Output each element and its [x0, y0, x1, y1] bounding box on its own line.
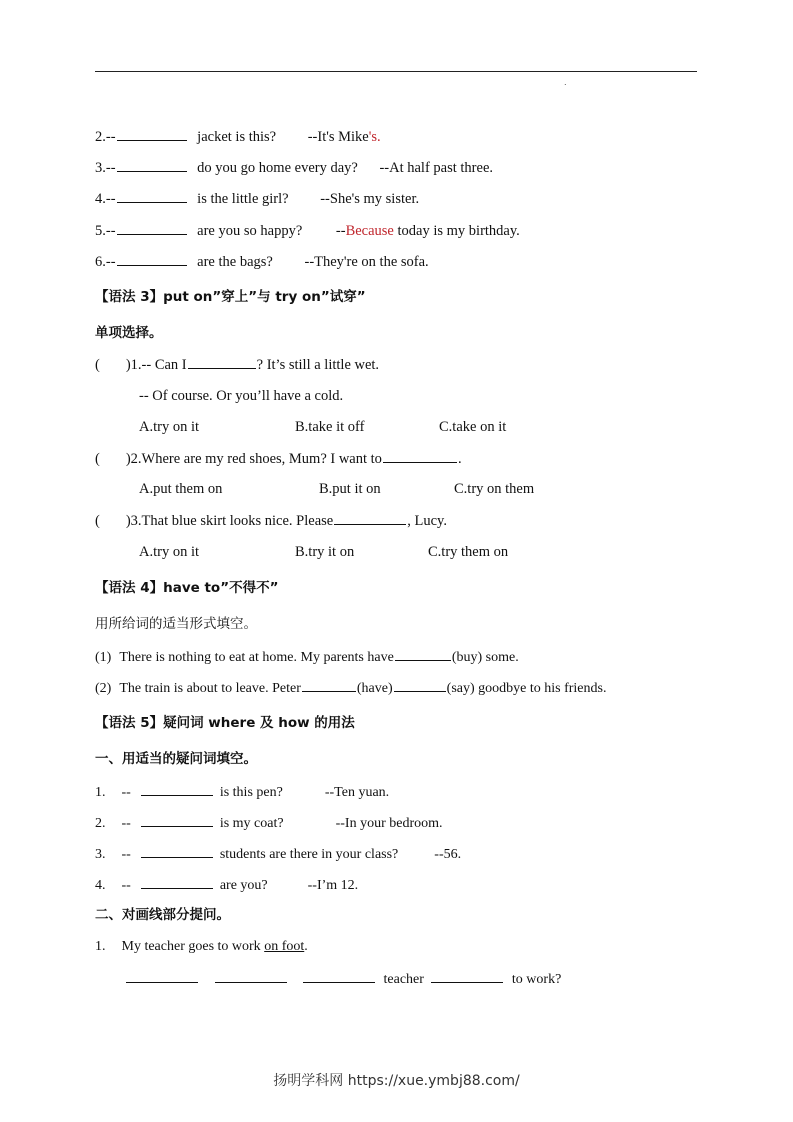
option-c[interactable]: C.try on them: [454, 481, 535, 497]
grammar5-part2: 二、对画线部分提问。: [95, 907, 230, 923]
grammar3-instruction: 单项选择。: [95, 325, 163, 341]
mc-question-2-options: [139, 480, 534, 498]
question-3: 3.-- do you go home every day? --At half past three.: [95, 160, 494, 176]
grammar3-heading: 【语法 3】put on”穿上”与 try on”试穿”: [95, 289, 366, 305]
mc-question-1-line2: -- Of course. Or you’ll have a cold.: [139, 388, 344, 404]
rewrite-question-1: 1. My teacher goes to work on foot.: [95, 939, 308, 954]
answer-blank[interactable]: [383, 449, 457, 463]
wh-question-4: 4. -- are you? --I’m 12.: [95, 875, 358, 895]
answer-blank[interactable]: [141, 782, 213, 796]
question-4: 4.-- is the little girl? --She's my sister.: [95, 191, 420, 207]
grammar5-heading: 【语法 5】疑问词 where 及 how 的用法: [95, 715, 355, 731]
mc-question-3: ( )3.That blue skirt looks nice. Please , Lucy.: [95, 513, 447, 529]
answer-blank[interactable]: [215, 969, 287, 983]
grammar4-instruction: 用所给词的适当形式填空。: [95, 616, 257, 632]
answer-blank[interactable]: [141, 844, 213, 858]
option-a[interactable]: A.try on it: [139, 419, 200, 435]
header-dot: .: [564, 78, 567, 87]
rewrite-answer-line: teacher to work?: [125, 969, 561, 989]
answer-blank[interactable]: [431, 969, 503, 983]
answer-blank[interactable]: [141, 875, 213, 889]
question-5: 5.-- are you so happy? --Because today is my birthday.: [95, 223, 520, 239]
mc-question-3-options: [139, 543, 508, 561]
answer-blank[interactable]: [117, 189, 187, 203]
wh-question-3: 3. -- students are there in your class? --56.: [95, 844, 461, 864]
question-2: 2.-- jacket is this? --It's Mike's.: [95, 129, 381, 145]
mc-question-1-options: [139, 418, 506, 436]
answer-blank[interactable]: [334, 511, 406, 525]
answer-blank[interactable]: [141, 813, 213, 827]
underlined-phrase: on foot: [264, 939, 305, 954]
mc-question-1: ( )1.-- Can I ? It’s still a little wet.: [95, 357, 380, 373]
option-b[interactable]: B.put it on: [319, 481, 381, 497]
option-c[interactable]: C.take on it: [439, 419, 507, 435]
grammar4-heading: 【语法 4】have to”不得不”: [95, 580, 279, 596]
fill-question-2: (2) The train is about to leave. Peter (have) (say) goodbye to his friends.: [95, 678, 606, 698]
question-6: 6.-- are the bags? --They're on the sofa.: [95, 254, 429, 270]
answer-blank[interactable]: [394, 678, 446, 692]
answer-blank[interactable]: [126, 969, 198, 983]
option-b[interactable]: B.try it on: [295, 544, 355, 560]
option-a[interactable]: A.try on it: [139, 544, 200, 560]
option-a[interactable]: A.put them on: [139, 481, 223, 497]
fill-question-1: (1) There is nothing to eat at home. My parents have (buy) some.: [95, 647, 519, 667]
grammar5-part1: 一、用适当的疑问词填空。: [95, 751, 257, 767]
wh-question-1: 1. -- is this pen? --Ten yuan.: [95, 782, 389, 802]
answer-blank[interactable]: [117, 252, 187, 266]
header-rule: [95, 71, 697, 72]
answer-blank[interactable]: [303, 969, 375, 983]
answer-blank[interactable]: [117, 158, 187, 172]
answer-blank[interactable]: [117, 127, 187, 141]
option-b[interactable]: B.take it off: [295, 419, 365, 435]
wh-question-2: 2. -- is my coat? --In your bedroom.: [95, 813, 443, 833]
mc-question-2: ( )2.Where are my red shoes, Mum? I want to .: [95, 451, 462, 467]
answer-blank[interactable]: [188, 355, 256, 369]
footer-watermark: 扬明学科网 https://xue.ymbj88.com/: [273, 1073, 520, 1089]
option-c[interactable]: C.try them on: [428, 544, 509, 560]
answer-blank[interactable]: [395, 647, 451, 661]
answer-blank[interactable]: [117, 221, 187, 235]
answer-blank[interactable]: [302, 678, 356, 692]
